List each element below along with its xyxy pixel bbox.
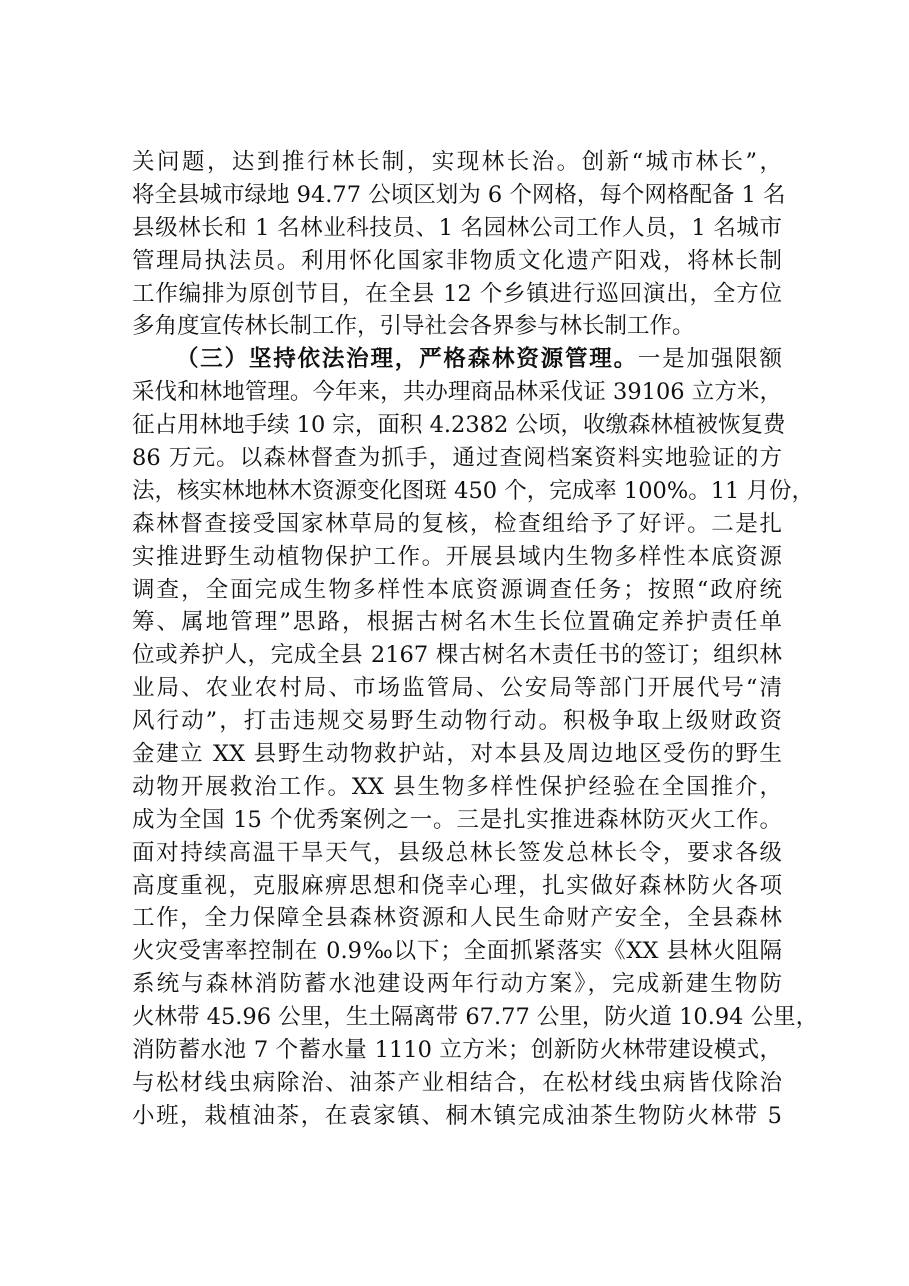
paragraph-line: 消防蓄水池 7 个蓄水量 1110 立方米；创新防火林带建设模式， (132, 1037, 782, 1064)
paragraph-line: 工作，全力保障全县森林资源和人民生命财产安全，全县森林 (132, 905, 782, 932)
paragraph-line: 金建立 XX 县野生动物救护站，对本县及周边地区受伤的野生 (132, 741, 782, 768)
paragraph-line: 工作编排为原创节目，在全县 12 个乡镇进行巡回演出，全方位 (132, 280, 782, 307)
section-heading-line (132, 343, 782, 376)
paragraph-line: 面对持续高温干旱天气，县级总林长签发总林长令，要求各级 (132, 839, 782, 866)
section-heading: （三）坚持依法治理，严格森林资源管理。 (176, 346, 638, 373)
paragraph-line: 与松材线虫病除治、油茶产业相结合，在松材线虫病皆伐除治 (132, 1069, 782, 1096)
section-heading-tail: 一是加强限额 (637, 346, 782, 373)
paragraph-line: 风行动”，打击违规交易野生动物行动。积极争取上级财政资 (132, 708, 782, 735)
paragraph-line: 火林带 45.96 公里，生土隔离带 67.77 公里，防火道 10.94 公里， (132, 1004, 819, 1031)
paragraph-line: 征占用林地手续 10 宗，面积 4.2382 公顷，收缴森林植被恢复费 (132, 412, 786, 439)
paragraph-line: 系统与森林消防蓄水池建设两年行动方案》，完成新建生物防 (132, 971, 782, 998)
paragraph-line: 多角度宣传林长制工作，引导社会各界参与林长制工作。 (132, 313, 695, 340)
paragraph-line: 县级林长和 1 名林业科技员、1 名园林公司工作人员，1 名城市 (132, 214, 782, 241)
paragraph-line: 位或养护人，完成全县 2167 棵古树名木责任书的签订；组织林 (132, 642, 782, 669)
paragraph-line: 小班，栽植油茶，在袁家镇、桐木镇完成油茶生物防火林带 5 (132, 1102, 782, 1129)
paragraph-line: 森林督查接受国家林草局的复核，检查组给予了好评。二是扎 (132, 510, 782, 537)
paragraph-line: 采伐和林地管理。今年来，共办理商品林采伐证 39106 立方米， (132, 379, 782, 406)
paragraph-line: 业局、农业农村局、市场监管局、公安局等部门开展代号“清 (132, 675, 782, 702)
paragraph-line: 筹、属地管理”思路，根据古树名木生长位置确定养护责任单 (132, 609, 782, 636)
paragraph-line: 将全县城市绿地 94.77 公顷区划为 6 个网格，每个网格配备 1 名 (132, 181, 786, 208)
paragraph-line: 86 万元。以森林督查为抓手，通过查阅档案资料实地验证的方 (132, 445, 782, 472)
paragraph-line: 关问题，达到推行林长制，实现林长治。创新“城市林长”， (132, 149, 782, 175)
paragraph-line: 成为全国 15 个优秀案例之一。三是扎实推进森林防灭火工作。 (132, 806, 782, 833)
paragraph-line: 动物开展救治工作。XX 县生物多样性保护经验在全国推介， (132, 773, 782, 800)
paragraph-line: 实推进野生动植物保护工作。开展县域内生物多样性本底资源 (132, 543, 782, 570)
paragraph-line: 调查，全面完成生物多样性本底资源调查任务；按照“政府统 (132, 576, 782, 603)
paragraph-line: 高度重视，克服麻痹思想和侥幸心理，扎实做好森林防火各项 (132, 872, 782, 899)
body-text (132, 146, 819, 1133)
paragraph-line: 管理局执法员。利用怀化国家非物质文化遗产阳戏，将林长制 (132, 247, 782, 274)
paragraph-line: 火灾受害率控制在 0.9‰以下；全面抓紧落实《XX 县林火阻隔 (132, 938, 782, 965)
paragraph-line: 法，核实林地林木资源变化图斑 450 个，完成率 100%。11 月份， (132, 477, 815, 504)
